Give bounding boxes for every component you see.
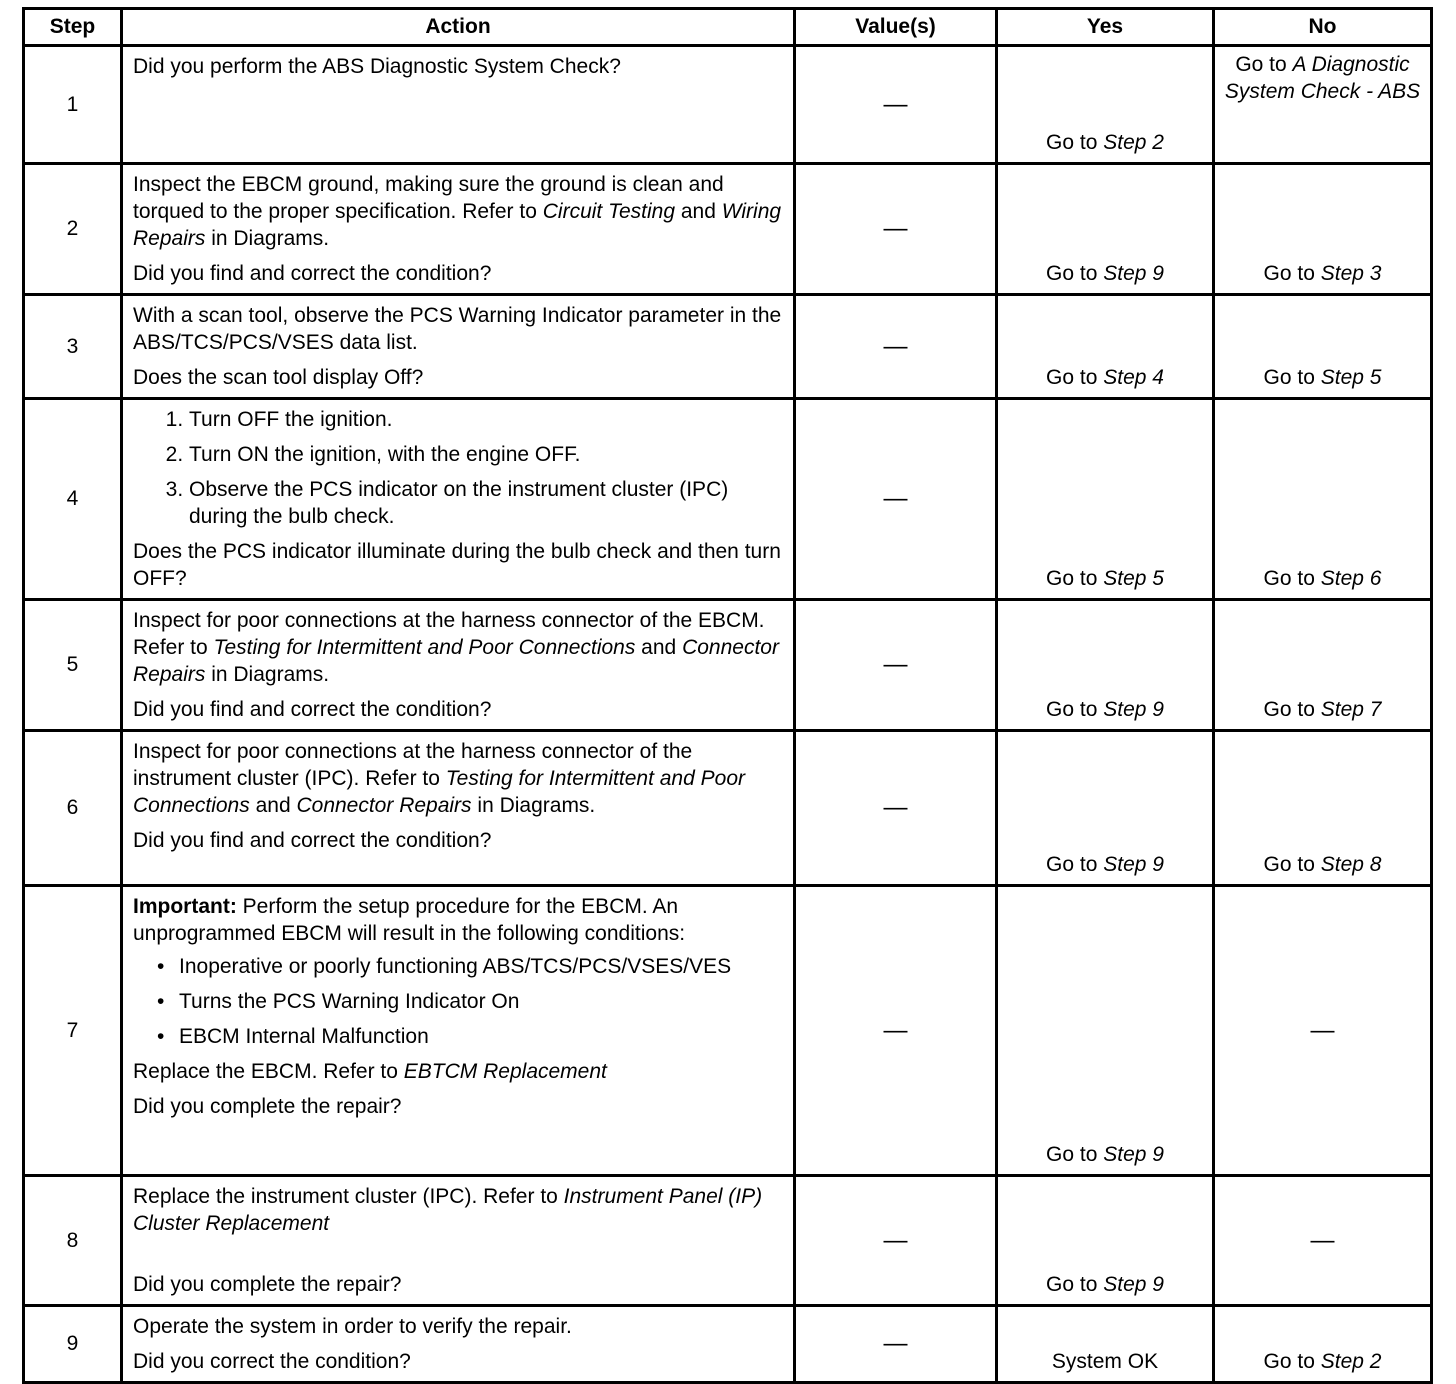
table-row [24, 1176, 1432, 1306]
value-cell: — [795, 46, 997, 164]
reference-link[interactable]: Connector Repairs [296, 794, 472, 817]
step-number: 9 [24, 1306, 122, 1383]
value-cell: — [795, 731, 997, 886]
no-cell [1214, 295, 1432, 399]
yes-prefix: Go to [1046, 567, 1104, 590]
action-cell [122, 600, 795, 731]
action-cell [122, 295, 795, 399]
header-step: Step [24, 9, 122, 46]
action-text-part: Replace the EBCM. Refer to [133, 1060, 404, 1083]
list-item: • Inoperative or poorly functioning ABS/TCS/PCS/VSES/VES [179, 953, 783, 980]
question-text: Did you find and correct the condition? [133, 698, 492, 721]
no-prefix: Go to [1235, 53, 1293, 76]
no-target-link[interactable]: Step 8 [1320, 853, 1382, 876]
header-no: No [1214, 9, 1432, 46]
reference-link[interactable]: Testing for Intermittent and Poor Connections [213, 636, 636, 659]
list-item: 2. Turn ON the ignition, with the engine OFF. [189, 441, 783, 468]
no-cell: — [1214, 886, 1432, 1176]
yes-cell [997, 164, 1214, 295]
action-text-part: Inspect the EBCM ground, making sure the ground is clean and torqued to the proper specification. Refer to [133, 173, 724, 223]
step-number: 2 [24, 164, 122, 295]
step-number: 4 [24, 399, 122, 600]
reference-link[interactable]: Circuit Testing [542, 200, 676, 223]
value-cell: — [795, 164, 997, 295]
yes-prefix: Go to [1046, 131, 1104, 154]
action-text [133, 171, 783, 252]
value-cell: — [795, 886, 997, 1176]
no-cell [1214, 1306, 1432, 1383]
no-prefix: Go to [1263, 853, 1321, 876]
yes-prefix: Go to [1046, 366, 1104, 389]
step-number: 8 [24, 1176, 122, 1306]
value-cell: — [795, 600, 997, 731]
yes-prefix: Go to [1046, 853, 1104, 876]
no-cell [1214, 46, 1432, 164]
no-prefix: Go to [1263, 1350, 1321, 1373]
question-text: Did you correct the condition? [133, 1350, 411, 1373]
important-label: Important: [133, 895, 237, 918]
action-cell [122, 1176, 795, 1306]
action-text [133, 1058, 783, 1085]
step-number: 5 [24, 600, 122, 731]
action-text-part: and [249, 794, 297, 817]
action-text: Operate the system in order to verify the repair. [133, 1315, 572, 1338]
table-row [24, 164, 1432, 295]
step-number: 6 [24, 731, 122, 886]
step-number: 1 [24, 46, 122, 164]
important-text: Perform the setup procedure for the EBCM. An unprogrammed EBCM will result in the following conditions: [133, 895, 686, 945]
no-cell [1214, 399, 1432, 600]
yes-cell: System OK [997, 1306, 1214, 1383]
yes-target-link[interactable]: Step 9 [1103, 698, 1164, 721]
important-note [133, 893, 783, 947]
table-row [24, 46, 1432, 164]
header-yes: Yes [997, 9, 1214, 46]
action-text-part: in Diagrams. [471, 794, 596, 817]
action-text-part: Inspect for poor connections at the harness connector of the EBCM. Refer to [133, 609, 765, 659]
yes-cell [997, 731, 1214, 886]
action-cell [122, 731, 795, 886]
table-row [24, 295, 1432, 399]
action-cell [122, 399, 795, 600]
question-text: Did you complete the repair? [133, 1095, 402, 1118]
step-number: 7 [24, 886, 122, 1176]
reference-link[interactable]: Testing for Intermittent and Poor Connections [133, 767, 745, 817]
value-cell: — [795, 399, 997, 600]
no-prefix: Go to [1263, 698, 1321, 721]
reference-link[interactable]: Connector Repairs [133, 636, 779, 686]
no-cell [1214, 731, 1432, 886]
question-text: Does the scan tool display Off? [133, 366, 424, 389]
reference-link[interactable]: Wiring Repairs [133, 200, 782, 250]
diagnostic-table [22, 7, 1433, 1384]
no-cell [1214, 600, 1432, 731]
yes-cell [997, 600, 1214, 731]
list-item: • EBCM Internal Malfunction [179, 1023, 783, 1050]
action-text: With a scan tool, observe the PCS Warning Indicator parameter in the ABS/TCS/PCS/VSES data list. [133, 304, 782, 354]
action-text-part: Inspect for poor connections at the harness connector of the instrument cluster (IPC). Refer to [133, 740, 693, 790]
yes-target-link[interactable]: Step 9 [1103, 853, 1164, 876]
action-cell [122, 1306, 795, 1383]
step-number: 3 [24, 295, 122, 399]
action-text [133, 738, 783, 819]
question-text: Did you find and correct the condition? [133, 829, 492, 852]
action-text: Did you perform the ABS Diagnostic System Check? [133, 55, 621, 78]
list-item: 1. Turn OFF the ignition. [189, 406, 783, 433]
yes-cell [997, 399, 1214, 600]
yes-target-link[interactable]: Step 9 [1103, 1273, 1164, 1296]
action-cell [122, 886, 795, 1176]
action-cell [122, 164, 795, 295]
yes-target-link[interactable]: Step 4 [1103, 366, 1164, 389]
no-cell: — [1214, 1176, 1432, 1306]
no-target-link[interactable]: Step 7 [1320, 698, 1382, 721]
no-target-link[interactable]: Step 5 [1320, 366, 1382, 389]
yes-prefix: Go to [1046, 698, 1104, 721]
action-text [133, 1183, 783, 1237]
header-row [24, 9, 1432, 46]
yes-cell [997, 295, 1214, 399]
value-cell: — [795, 1306, 997, 1383]
no-prefix: Go to [1263, 262, 1321, 285]
numbered-list [133, 406, 783, 530]
value-cell: — [795, 1176, 997, 1306]
table-row [24, 1306, 1432, 1383]
question-text: Does the PCS indicator illuminate during the bulb check and then turn OFF? [133, 540, 781, 590]
yes-cell [997, 886, 1214, 1176]
bullet-list [133, 953, 783, 1050]
no-target-link[interactable]: Step 6 [1320, 567, 1382, 590]
yes-prefix: Go to [1046, 1143, 1104, 1166]
yes-prefix: Go to [1046, 262, 1104, 285]
header-action: Action [122, 9, 795, 46]
no-cell [1214, 164, 1432, 295]
action-text-part: in Diagrams. [205, 663, 330, 686]
action-text [133, 607, 783, 688]
list-item: • Turns the PCS Warning Indicator On [179, 988, 783, 1015]
yes-target-link[interactable]: Step 9 [1103, 262, 1164, 285]
reference-link[interactable]: Instrument Panel (IP) Cluster Replacement [133, 1185, 763, 1235]
action-text-part: in Diagrams. [205, 227, 330, 250]
yes-target-link[interactable]: Step 5 [1103, 567, 1164, 590]
action-cell [122, 46, 795, 164]
table-row [24, 886, 1432, 1176]
reference-link[interactable]: EBTCM Replacement [403, 1060, 607, 1083]
no-target-link[interactable]: A Diagnostic System Check - ABS [1224, 53, 1421, 103]
no-prefix: Go to [1263, 366, 1321, 389]
question-text: Did you find and correct the condition? [133, 262, 492, 285]
value-cell: — [795, 295, 997, 399]
yes-target-link[interactable]: Step 9 [1103, 1143, 1164, 1166]
yes-prefix: Go to [1046, 1273, 1104, 1296]
yes-target-link[interactable]: Step 2 [1103, 131, 1164, 154]
action-text-part: Replace the instrument cluster (IPC). Refer to [133, 1185, 564, 1208]
question-text: Did you complete the repair? [133, 1273, 402, 1296]
list-item: 3. Observe the PCS indicator on the instrument cluster (IPC) during the bulb check. [189, 476, 783, 530]
table-row [24, 731, 1432, 886]
yes-cell [997, 46, 1214, 164]
no-target-link[interactable]: Step 3 [1320, 262, 1382, 285]
action-text-part: and [675, 200, 722, 223]
action-text-part: and [635, 636, 683, 659]
yes-cell [997, 1176, 1214, 1306]
header-values: Value(s) [795, 9, 997, 46]
table-row [24, 399, 1432, 600]
no-prefix: Go to [1263, 567, 1321, 590]
table-row [24, 600, 1432, 731]
no-target-link[interactable]: Step 2 [1320, 1350, 1382, 1373]
